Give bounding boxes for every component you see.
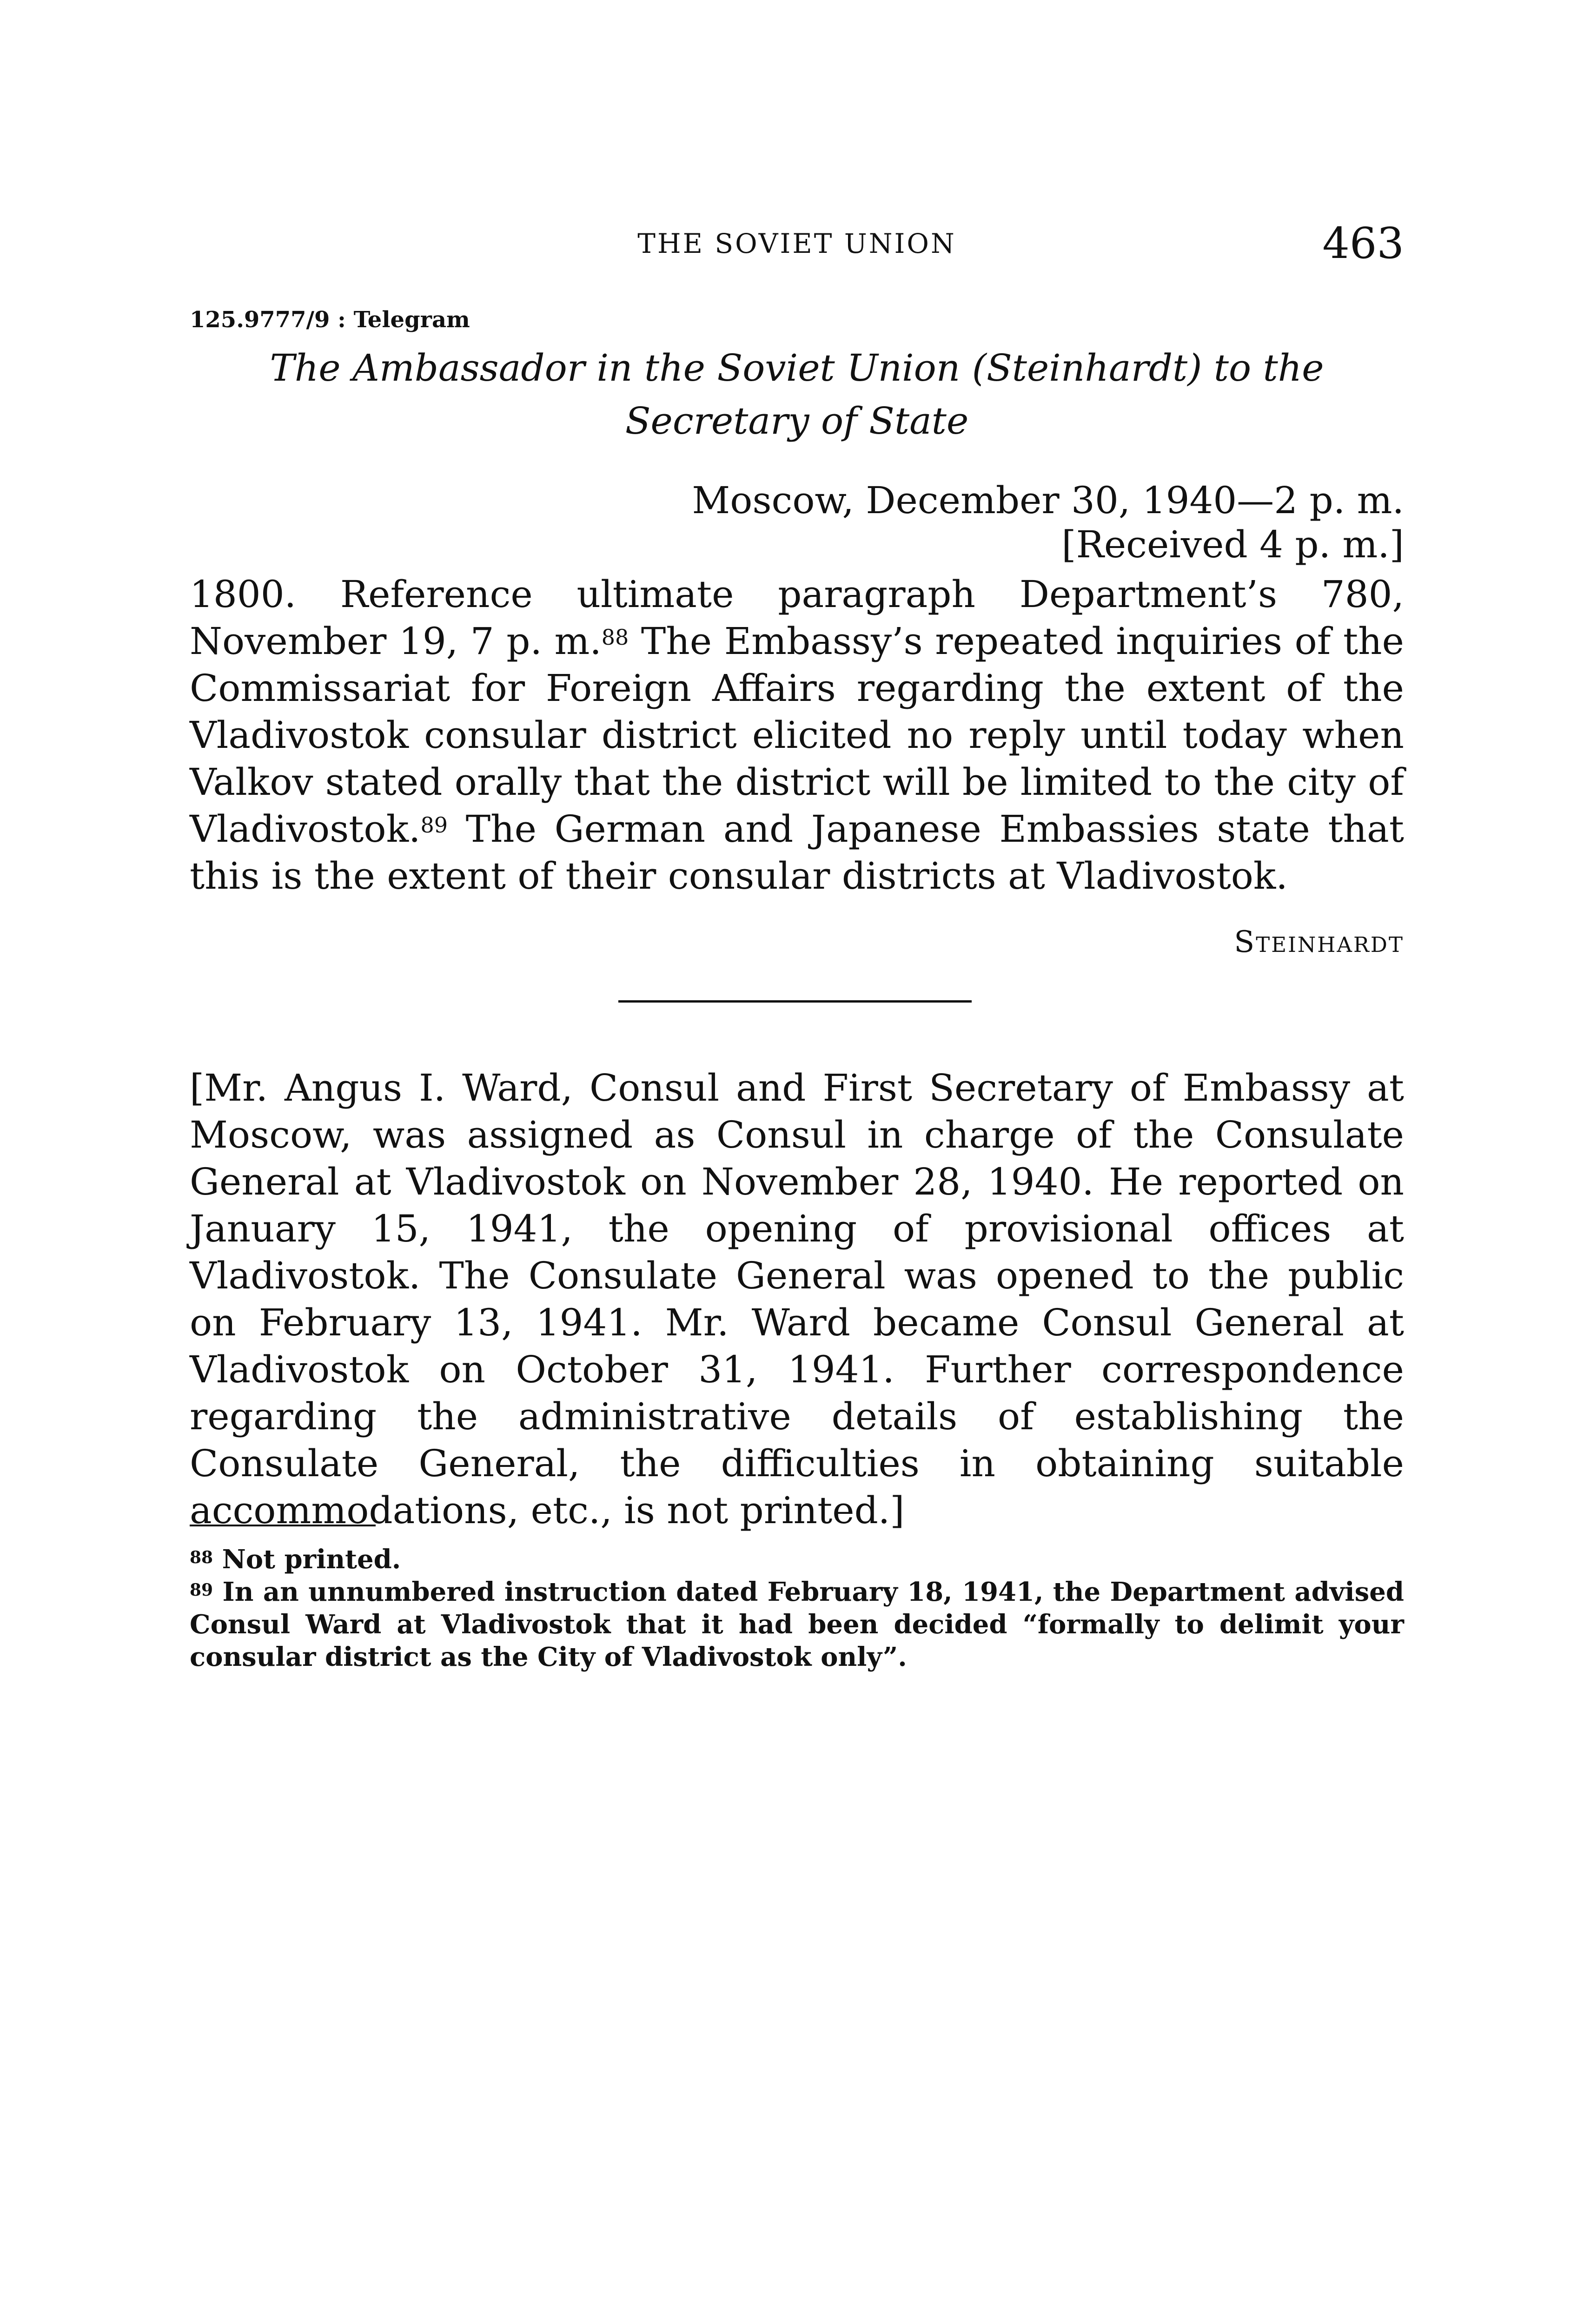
- footnote-marker-88: 88: [601, 625, 629, 650]
- telegram-text-part-1: 1800. Reference ultimate paragraph Department’s 780, November 19, 7 p. m.: [190, 573, 1404, 663]
- running-title: THE SOVIET UNION: [637, 228, 956, 259]
- footnote-divider: [190, 1525, 376, 1526]
- telegram-text-part-2: The Embassy’s repeated inquiries of the Commissariat for Foreign Affairs regarding the extent of the Vladivostok consular district elicited no reply until today when Valkov stated orally that the district will be limited to the city of Vladivostok.: [190, 620, 1404, 851]
- footnote-89: [190, 1576, 1404, 1673]
- telegram-text-part-3: The German and Japanese Embassies state that this is the extent of their consular districts at Vladivostok.: [190, 807, 1404, 898]
- footnote-number: 88: [190, 1548, 213, 1567]
- editorial-note: [Mr. Angus I. Ward, Consul and First Secretary of Embassy at Moscow, was assigned as Consul in charge of the Consulate General at Vladivostok on November 28, 1940. He reported on January 15, 1941, the opening of provisional offices at Vladivostok. The Consulate General was opened to the public on February 13, 1941. Mr. Ward became Consul General at Vladivostok on October 31, 1941. Further correspondence regarding the administrative details of establishing the Consulate General, the difficulties in obtaining suitable accommodations, etc., is not printed.]: [190, 1066, 1404, 1532]
- file-reference: 125.9777/9 : Telegram: [190, 307, 470, 333]
- footnote-88: [190, 1543, 1404, 1576]
- footnote-text: In an unnumbered instruction dated February 18, 1941, the Department advised Consul Ward at Vladivostok that it had been decided “formally to delimit your consular district as the City of Vladivostok only”.: [190, 1577, 1404, 1672]
- page-number: 463: [1322, 218, 1404, 268]
- section-divider: [618, 1000, 972, 1003]
- signature: Steinhardt: [1234, 925, 1404, 959]
- running-header: [190, 218, 1404, 270]
- telegram-body: [190, 571, 1404, 899]
- document-heading: The Ambassador in the Soviet Union (Steinhardt) to the Secretary of State: [270, 346, 1324, 442]
- footnotes: [190, 1543, 1404, 1673]
- footnote-text: Not printed.: [213, 1544, 401, 1575]
- received-time: [Received 4 p. m.]: [1061, 523, 1404, 566]
- footnote-marker-89: 89: [420, 812, 448, 838]
- footnote-number: 89: [190, 1580, 213, 1600]
- dateline: Moscow, December 30, 1940—2 p. m.: [692, 479, 1404, 522]
